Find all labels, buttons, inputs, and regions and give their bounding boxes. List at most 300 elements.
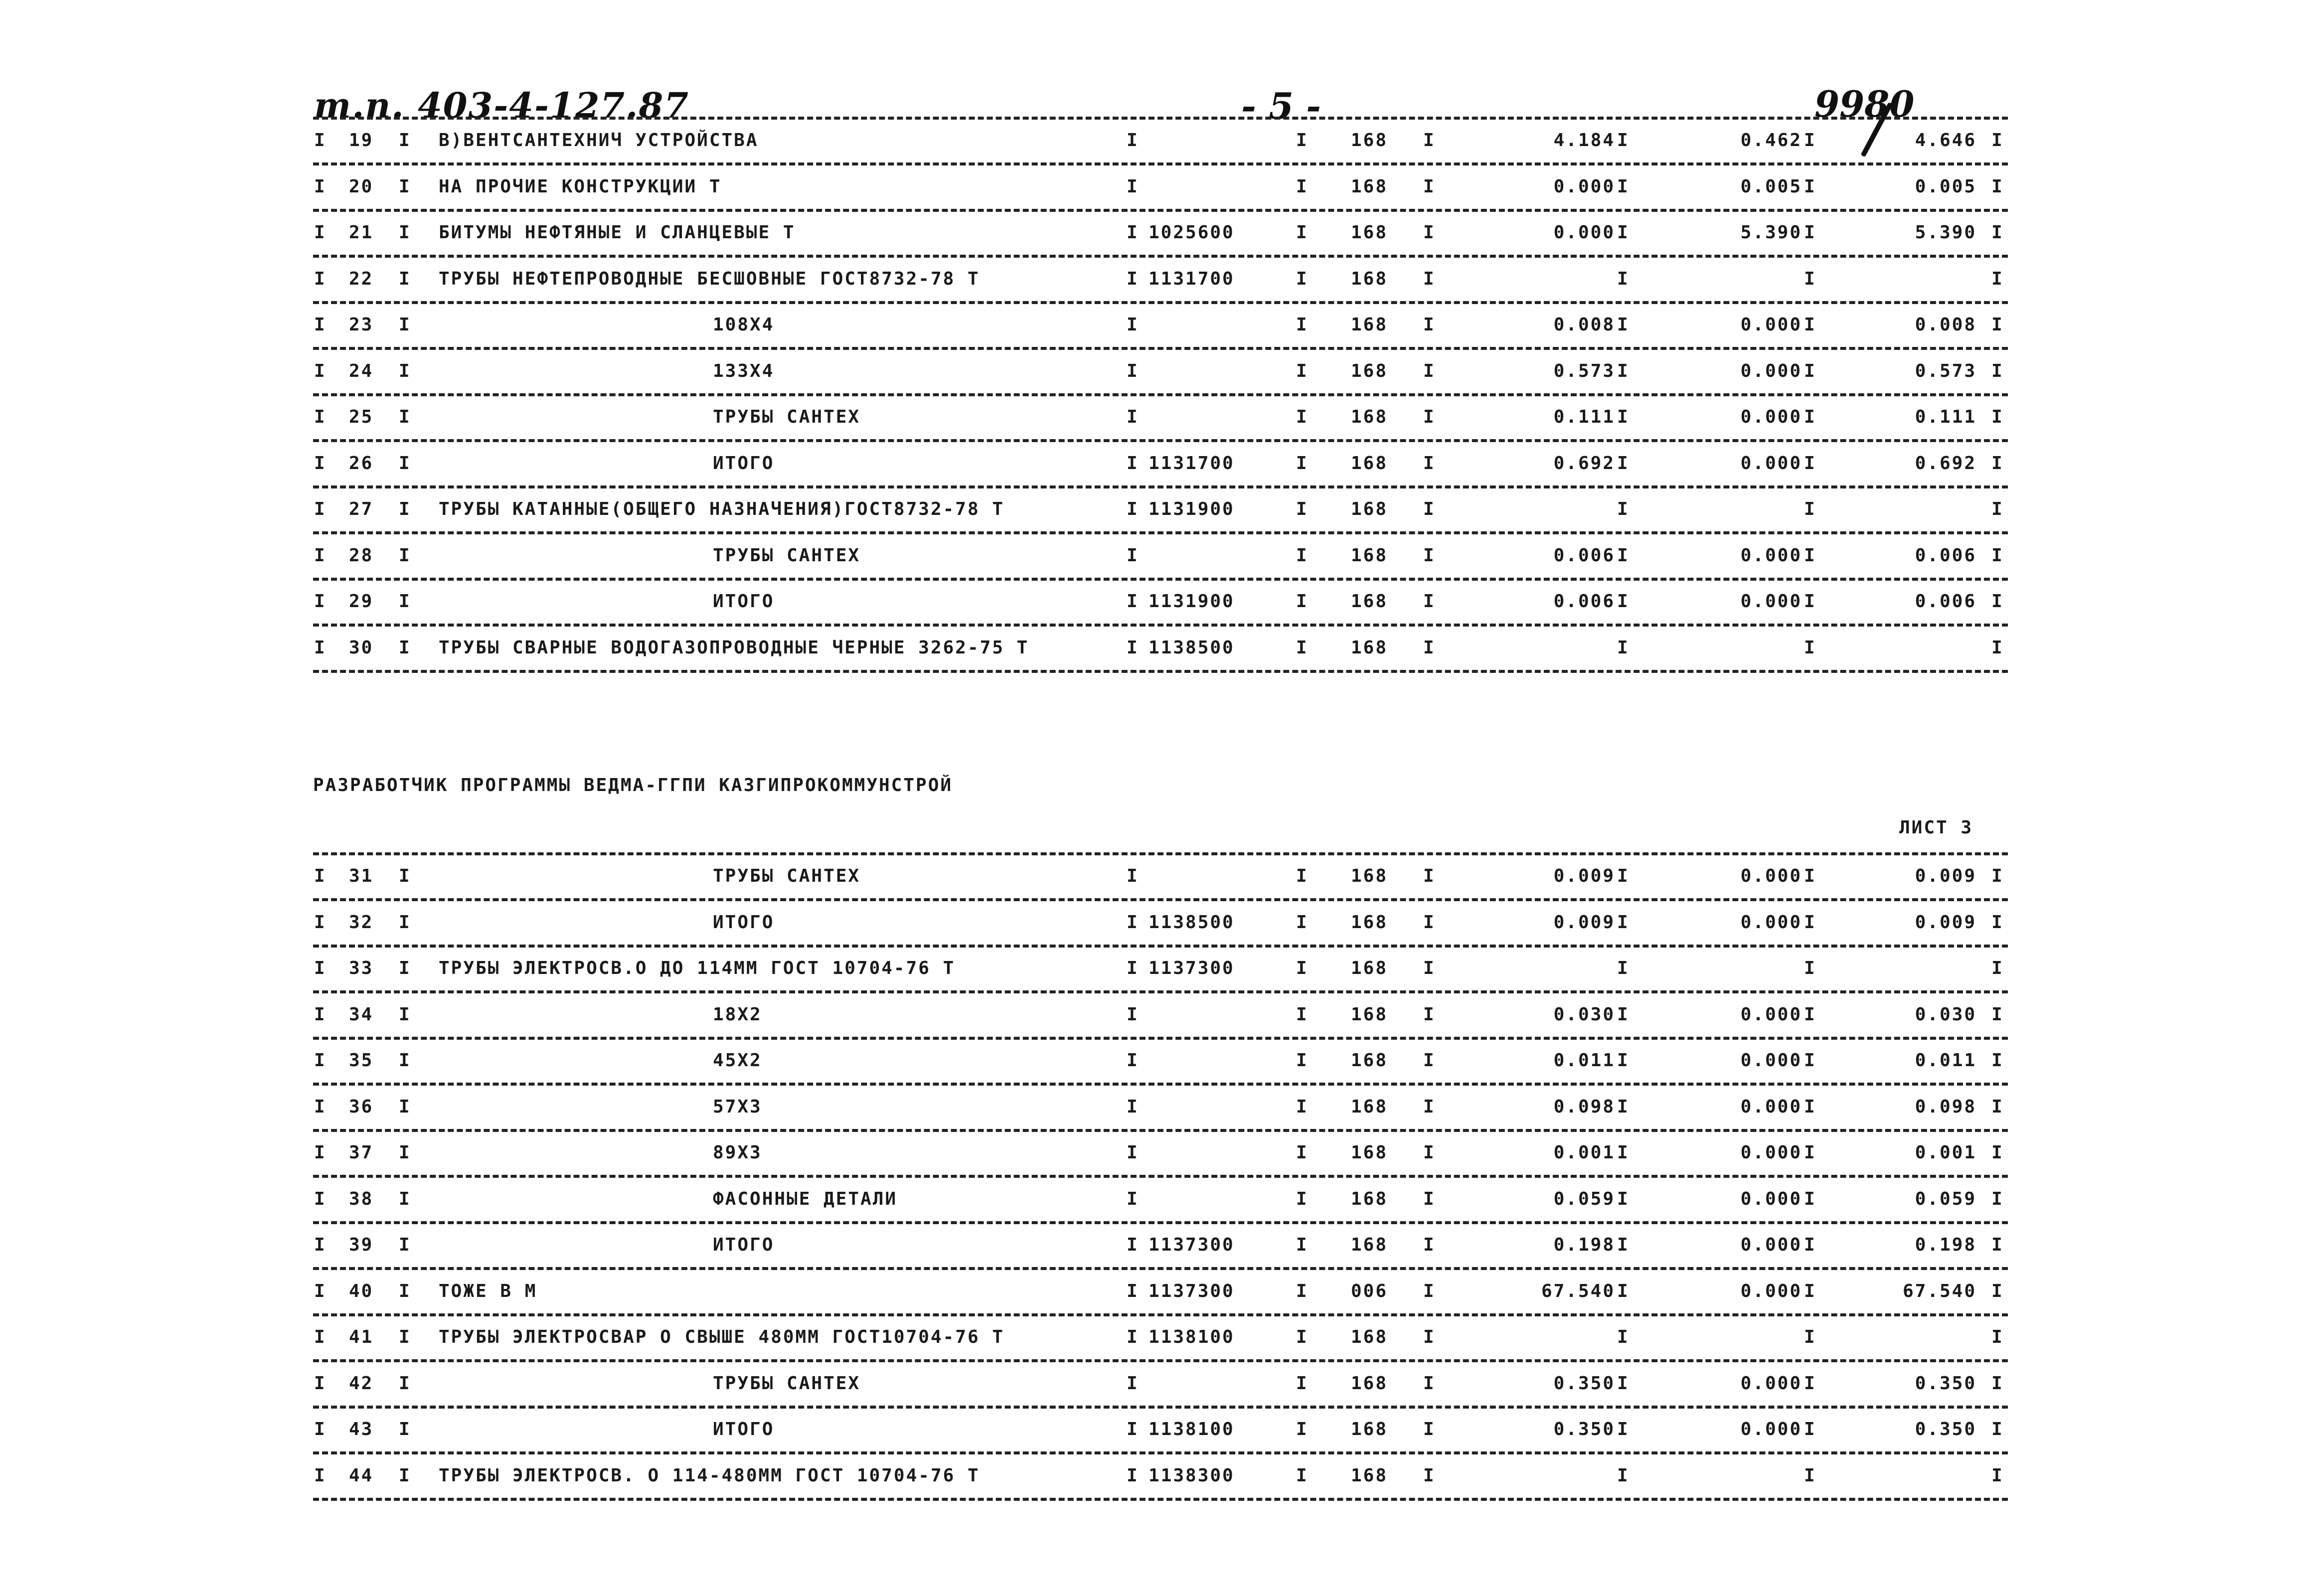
item-name: 89Х3 xyxy=(713,1142,762,1163)
value-3: 0.350 xyxy=(1915,1419,1976,1439)
column-separator: I xyxy=(1423,130,1436,151)
column-separator: I xyxy=(399,1188,411,1209)
row-separator xyxy=(313,301,2008,304)
column-separator: I xyxy=(1423,1327,1436,1347)
item-code: 1131700 xyxy=(1149,453,1235,474)
row-separator xyxy=(313,117,2008,120)
unit-code: 168 xyxy=(1351,1096,1388,1117)
value-2: 0.000 xyxy=(1740,1142,1802,1163)
column-separator: I xyxy=(1127,499,1139,519)
column-separator: I xyxy=(1423,1004,1436,1025)
column-separator: I xyxy=(1423,1465,1436,1486)
column-separator: I xyxy=(1296,1142,1309,1163)
item-name: ТРУБЫ ЭЛЕКТРОСВАР О СВЫШЕ 480ММ ГОСТ10704-76 Т xyxy=(439,1327,1004,1347)
row-separator xyxy=(313,347,2008,350)
value-1: 0.011 xyxy=(1553,1050,1615,1071)
column-separator: I xyxy=(399,958,411,978)
column-separator: I xyxy=(1423,1096,1436,1117)
item-name: ИТОГО xyxy=(713,912,775,933)
item-code: 1137300 xyxy=(1149,958,1235,978)
value-1: 0.198 xyxy=(1553,1235,1615,1255)
item-name: ТРУБЫ САНТЕХ xyxy=(713,1373,861,1394)
row-separator xyxy=(313,1083,2008,1086)
column-separator: I xyxy=(399,1373,411,1394)
column-separator: I xyxy=(1423,1235,1436,1255)
row-separator xyxy=(313,990,2008,993)
column-separator: I xyxy=(1423,1188,1436,1209)
unit-code: 168 xyxy=(1351,1327,1388,1347)
sheet-label: ЛИСТ 3 xyxy=(1899,817,1973,838)
item-code: 1131900 xyxy=(1149,499,1235,519)
item-code: 1138100 xyxy=(1149,1327,1235,1347)
column-separator: I xyxy=(1423,222,1436,243)
item-name: ИТОГО xyxy=(713,453,775,474)
column-separator: I xyxy=(399,1096,411,1117)
value-2: 0.000 xyxy=(1740,453,1802,474)
unit-code: 168 xyxy=(1351,591,1388,612)
value-1: 0.001 xyxy=(1553,1142,1615,1163)
column-separator: I xyxy=(314,130,327,151)
row-number: 33 xyxy=(349,958,374,978)
item-name: ТРУБЫ САНТЕХ xyxy=(713,866,861,886)
value-2: 0.000 xyxy=(1740,912,1802,933)
column-separator: I xyxy=(1127,130,1139,151)
column-separator: I xyxy=(1617,1004,1630,1025)
column-separator: I xyxy=(1617,222,1630,243)
column-separator: I xyxy=(399,315,411,335)
column-separator: I xyxy=(399,912,411,933)
column-separator: I xyxy=(1127,176,1139,197)
row-separator xyxy=(313,439,2008,442)
column-separator: I xyxy=(1991,1373,2004,1394)
value-3: 0.001 xyxy=(1915,1142,1976,1163)
row-number: 34 xyxy=(349,1004,374,1025)
value-3: 0.350 xyxy=(1915,1373,1976,1394)
column-separator: I xyxy=(1804,1235,1816,1255)
unit-code: 168 xyxy=(1351,1235,1388,1255)
value-1: 4.184 xyxy=(1553,130,1615,151)
column-separator: I xyxy=(314,453,327,474)
item-name: ТРУБЫ КАТАННЫЕ(ОБЩЕГО НАЗНАЧЕНИЯ)ГОСТ8732-78 Т xyxy=(439,499,1004,519)
column-separator: I xyxy=(1991,1235,2004,1255)
column-separator: I xyxy=(1804,912,1816,933)
unit-code: 168 xyxy=(1351,499,1388,519)
column-separator: I xyxy=(1127,1096,1139,1117)
row-number: 26 xyxy=(349,453,374,474)
value-2: 0.000 xyxy=(1740,1235,1802,1255)
value-3: 0.006 xyxy=(1915,591,1976,612)
column-separator: I xyxy=(1423,1280,1436,1301)
column-separator: I xyxy=(1991,545,2004,566)
value-1: 0.059 xyxy=(1553,1188,1615,1209)
column-separator: I xyxy=(1991,958,2004,978)
unit-code: 168 xyxy=(1351,637,1388,658)
column-separator: I xyxy=(1423,360,1436,381)
value-1: 0.006 xyxy=(1553,545,1615,566)
value-2: 0.000 xyxy=(1740,1096,1802,1117)
column-separator: I xyxy=(1804,1188,1816,1209)
column-separator: I xyxy=(399,1465,411,1486)
row-number: 41 xyxy=(349,1327,374,1347)
unit-code: 168 xyxy=(1351,315,1388,335)
row-number: 31 xyxy=(349,866,374,886)
column-separator: I xyxy=(399,407,411,427)
column-separator: I xyxy=(1296,1235,1309,1255)
item-code: 1137300 xyxy=(1149,1235,1235,1255)
row-separator xyxy=(313,1406,2008,1409)
value-3: 0.692 xyxy=(1915,453,1976,474)
item-code: 1138300 xyxy=(1149,1465,1235,1486)
value-1: 0.111 xyxy=(1553,407,1615,427)
value-2: 0.000 xyxy=(1740,591,1802,612)
row-number: 40 xyxy=(349,1280,374,1301)
column-separator: I xyxy=(1423,866,1436,886)
document-number: 9980 xyxy=(1814,83,1915,125)
row-number: 42 xyxy=(349,1373,374,1394)
column-separator: I xyxy=(1127,591,1139,612)
column-separator: I xyxy=(1127,1280,1139,1301)
column-separator: I xyxy=(1991,453,2004,474)
column-separator: I xyxy=(314,866,327,886)
column-separator: I xyxy=(1991,130,2004,151)
item-name: 108Х4 xyxy=(713,315,775,335)
item-name: НА ПРОЧИЕ КОНСТРУКЦИИ Т xyxy=(439,176,722,197)
unit-code: 168 xyxy=(1351,1465,1388,1486)
value-3: 5.390 xyxy=(1915,222,1976,243)
value-3: 67.540 xyxy=(1902,1280,1976,1301)
column-separator: I xyxy=(1804,453,1816,474)
column-separator: I xyxy=(399,1050,411,1071)
row-number: 23 xyxy=(349,315,374,335)
column-separator: I xyxy=(399,222,411,243)
column-separator: I xyxy=(314,1373,327,1394)
column-separator: I xyxy=(314,958,327,978)
column-separator: I xyxy=(1127,315,1139,335)
unit-code: 168 xyxy=(1351,407,1388,427)
column-separator: I xyxy=(1617,591,1630,612)
row-separator xyxy=(313,531,2008,534)
column-separator: I xyxy=(1991,1419,2004,1439)
column-separator: I xyxy=(1127,222,1139,243)
column-separator: I xyxy=(1127,1050,1139,1071)
column-separator: I xyxy=(1296,222,1309,243)
row-separator xyxy=(313,209,2008,212)
value-1: 0.006 xyxy=(1553,591,1615,612)
column-separator: I xyxy=(1617,1096,1630,1117)
column-separator: I xyxy=(314,315,327,335)
column-separator: I xyxy=(1423,1373,1436,1394)
column-separator: I xyxy=(314,637,327,658)
item-name: ТРУБЫ ЭЛЕКТРОСВ.О ДО 114ММ ГОСТ 10704-76 Т xyxy=(439,958,956,978)
value-1: 0.030 xyxy=(1553,1004,1615,1025)
column-separator: I xyxy=(1804,407,1816,427)
developer-line: РАЗРАБОТЧИК ПРОГРАММЫ ВЕДМА-ГГПИ КАЗГИПРОКОММУНСТРОЙ xyxy=(313,775,953,796)
unit-code: 168 xyxy=(1351,1419,1388,1439)
column-separator: I xyxy=(314,1327,327,1347)
item-name: ТРУБЫ ЭЛЕКТРОСВ. О 114-480ММ ГОСТ 10704-76 Т xyxy=(439,1465,980,1486)
column-separator: I xyxy=(1991,1465,2004,1486)
column-separator: I xyxy=(399,545,411,566)
unit-code: 006 xyxy=(1351,1280,1388,1301)
unit-code: 168 xyxy=(1351,1373,1388,1394)
column-separator: I xyxy=(1127,1327,1139,1347)
column-separator: I xyxy=(1991,912,2004,933)
column-separator: I xyxy=(1804,1142,1816,1163)
column-separator: I xyxy=(1804,1327,1816,1347)
value-1: 0.098 xyxy=(1553,1096,1615,1117)
item-name: В)ВЕНТСАНТЕХНИЧ УСТРОЙСТВА xyxy=(439,130,759,151)
value-1: 0.573 xyxy=(1553,360,1615,381)
value-1: 0.000 xyxy=(1553,176,1615,197)
row-separator xyxy=(313,1313,2008,1316)
column-separator: I xyxy=(1617,1419,1630,1439)
value-2: 0.005 xyxy=(1740,176,1802,197)
column-separator: I xyxy=(1423,545,1436,566)
column-separator: I xyxy=(1617,268,1630,289)
column-separator: I xyxy=(314,545,327,566)
column-separator: I xyxy=(1991,637,2004,658)
column-separator: I xyxy=(314,1004,327,1025)
value-1: 0.009 xyxy=(1553,866,1615,886)
column-separator: I xyxy=(1804,1050,1816,1071)
item-code: 1138500 xyxy=(1149,637,1235,658)
column-separator: I xyxy=(399,637,411,658)
column-separator: I xyxy=(399,130,411,151)
column-separator: I xyxy=(1991,1280,2004,1301)
column-separator: I xyxy=(1991,1142,2004,1163)
value-1: 0.692 xyxy=(1553,453,1615,474)
column-separator: I xyxy=(1423,591,1436,612)
column-separator: I xyxy=(1127,1419,1139,1439)
column-separator: I xyxy=(1296,637,1309,658)
column-separator: I xyxy=(1617,1373,1630,1394)
column-separator: I xyxy=(1617,1050,1630,1071)
column-separator: I xyxy=(1296,1188,1309,1209)
column-separator: I xyxy=(1617,1188,1630,1209)
value-3: 0.030 xyxy=(1915,1004,1976,1025)
column-separator: I xyxy=(1127,1004,1139,1025)
item-code: 1025600 xyxy=(1149,222,1235,243)
value-2: 5.390 xyxy=(1740,222,1802,243)
value-3: 0.006 xyxy=(1915,545,1976,566)
column-separator: I xyxy=(399,499,411,519)
row-separator xyxy=(313,393,2008,396)
row-separator xyxy=(313,1129,2008,1132)
column-separator: I xyxy=(399,591,411,612)
column-separator: I xyxy=(399,360,411,381)
column-separator: I xyxy=(314,1142,327,1163)
column-separator: I xyxy=(1617,499,1630,519)
item-name: 57Х3 xyxy=(713,1096,762,1117)
column-separator: I xyxy=(399,1235,411,1255)
column-separator: I xyxy=(1804,637,1816,658)
column-separator: I xyxy=(1127,268,1139,289)
value-2: 0.000 xyxy=(1740,545,1802,566)
column-separator: I xyxy=(1127,407,1139,427)
column-separator: I xyxy=(314,912,327,933)
item-name: 18Х2 xyxy=(713,1004,762,1025)
item-code: 1131700 xyxy=(1149,268,1235,289)
column-separator: I xyxy=(314,222,327,243)
column-separator: I xyxy=(1991,407,2004,427)
column-separator: I xyxy=(1991,591,2004,612)
column-separator: I xyxy=(1617,453,1630,474)
column-separator: I xyxy=(314,268,327,289)
item-name: ТРУБЫ САНТЕХ xyxy=(713,545,861,566)
column-separator: I xyxy=(1804,176,1816,197)
column-separator: I xyxy=(1617,1142,1630,1163)
column-separator: I xyxy=(1127,545,1139,566)
column-separator: I xyxy=(1423,637,1436,658)
column-separator: I xyxy=(1296,1327,1309,1347)
row-number: 24 xyxy=(349,360,374,381)
column-separator: I xyxy=(1127,958,1139,978)
column-separator: I xyxy=(314,1235,327,1255)
column-separator: I xyxy=(1804,1465,1816,1486)
row-separator xyxy=(313,945,2008,948)
row-number: 21 xyxy=(349,222,374,243)
row-separator xyxy=(313,1267,2008,1270)
column-separator: I xyxy=(1804,268,1816,289)
column-separator: I xyxy=(399,1280,411,1301)
column-separator: I xyxy=(1127,1142,1139,1163)
item-name: ТОЖЕ В М xyxy=(439,1280,537,1301)
unit-code: 168 xyxy=(1351,958,1388,978)
item-name: ИТОГО xyxy=(713,591,775,612)
column-separator: I xyxy=(1127,1373,1139,1394)
column-separator: I xyxy=(1804,222,1816,243)
value-1: 0.350 xyxy=(1553,1419,1615,1439)
row-number: 22 xyxy=(349,268,374,289)
column-separator: I xyxy=(1991,176,2004,197)
column-separator: I xyxy=(314,499,327,519)
column-separator: I xyxy=(1804,315,1816,335)
unit-code: 168 xyxy=(1351,1004,1388,1025)
column-separator: I xyxy=(399,453,411,474)
column-separator: I xyxy=(1991,1188,2004,1209)
value-2: 0.000 xyxy=(1740,315,1802,335)
column-separator: I xyxy=(314,1419,327,1439)
unit-code: 168 xyxy=(1351,1188,1388,1209)
column-separator: I xyxy=(1296,866,1309,886)
column-separator: I xyxy=(314,360,327,381)
column-separator: I xyxy=(1423,958,1436,978)
column-separator: I xyxy=(1296,453,1309,474)
row-separator xyxy=(313,1037,2008,1040)
column-separator: I xyxy=(399,866,411,886)
value-3: 0.005 xyxy=(1915,176,1976,197)
column-separator: I xyxy=(314,1188,327,1209)
value-2: 0.000 xyxy=(1740,1419,1802,1439)
value-1: 0.009 xyxy=(1553,912,1615,933)
column-separator: I xyxy=(1423,268,1436,289)
column-separator: I xyxy=(1991,222,2004,243)
column-separator: I xyxy=(1423,1142,1436,1163)
column-separator: I xyxy=(1423,176,1436,197)
row-separator xyxy=(313,578,2008,581)
item-name: ТРУБЫ САНТЕХ xyxy=(713,407,861,427)
value-3: 0.011 xyxy=(1915,1050,1976,1071)
column-separator: I xyxy=(1296,315,1309,335)
unit-code: 168 xyxy=(1351,176,1388,197)
column-separator: I xyxy=(1296,407,1309,427)
value-1: 0.000 xyxy=(1553,222,1615,243)
column-separator: I xyxy=(399,1327,411,1347)
unit-code: 168 xyxy=(1351,453,1388,474)
unit-code: 168 xyxy=(1351,545,1388,566)
column-separator: I xyxy=(1617,360,1630,381)
column-separator: I xyxy=(1617,176,1630,197)
column-separator: I xyxy=(1617,1280,1630,1301)
value-2: 0.000 xyxy=(1740,360,1802,381)
row-number: 44 xyxy=(349,1465,374,1486)
row-separator xyxy=(313,1498,2008,1501)
column-separator: I xyxy=(1617,1465,1630,1486)
column-separator: I xyxy=(1804,130,1816,151)
row-number: 25 xyxy=(349,407,374,427)
item-name: ИТОГО xyxy=(713,1419,775,1439)
row-number: 30 xyxy=(349,637,374,658)
column-separator: I xyxy=(1127,1235,1139,1255)
column-separator: I xyxy=(1617,958,1630,978)
column-separator: I xyxy=(1991,1004,2004,1025)
unit-code: 168 xyxy=(1351,268,1388,289)
value-3: 0.009 xyxy=(1915,866,1976,886)
value-2: 0.000 xyxy=(1740,1050,1802,1071)
column-separator: I xyxy=(1804,866,1816,886)
column-separator: I xyxy=(1804,1096,1816,1117)
value-2: 0.000 xyxy=(1740,1188,1802,1209)
unit-code: 168 xyxy=(1351,222,1388,243)
column-separator: I xyxy=(1296,1004,1309,1025)
value-2: 0.000 xyxy=(1740,1004,1802,1025)
column-separator: I xyxy=(314,1465,327,1486)
column-separator: I xyxy=(1617,912,1630,933)
column-separator: I xyxy=(1991,1327,2004,1347)
value-2: 0.000 xyxy=(1740,866,1802,886)
column-separator: I xyxy=(399,268,411,289)
row-separator xyxy=(313,898,2008,901)
column-separator: I xyxy=(314,1096,327,1117)
column-separator: I xyxy=(1804,545,1816,566)
row-number: 43 xyxy=(349,1419,374,1439)
row-separator xyxy=(313,624,2008,627)
column-separator: I xyxy=(1423,1050,1436,1071)
column-separator: I xyxy=(1296,499,1309,519)
unit-code: 168 xyxy=(1351,866,1388,886)
column-separator: I xyxy=(1127,1188,1139,1209)
value-1: 0.350 xyxy=(1553,1373,1615,1394)
column-separator: I xyxy=(1296,1373,1309,1394)
row-number: 39 xyxy=(349,1235,374,1255)
row-separator xyxy=(313,1451,2008,1454)
unit-code: 168 xyxy=(1351,130,1388,151)
column-separator: I xyxy=(1423,453,1436,474)
column-separator: I xyxy=(1127,360,1139,381)
column-separator: I xyxy=(1423,499,1436,519)
column-separator: I xyxy=(1804,360,1816,381)
column-separator: I xyxy=(1423,912,1436,933)
column-separator: I xyxy=(1617,130,1630,151)
value-3: 0.059 xyxy=(1915,1188,1976,1209)
row-number: 38 xyxy=(349,1188,374,1209)
column-separator: I xyxy=(1804,958,1816,978)
column-separator: I xyxy=(1991,315,2004,335)
row-number: 36 xyxy=(349,1096,374,1117)
item-name: ТРУБЫ НЕФТЕПРОВОДНЫЕ БЕСШОВНЫЕ ГОСТ8732-78 Т xyxy=(439,268,980,289)
column-separator: I xyxy=(1617,866,1630,886)
column-separator: I xyxy=(1296,1419,1309,1439)
